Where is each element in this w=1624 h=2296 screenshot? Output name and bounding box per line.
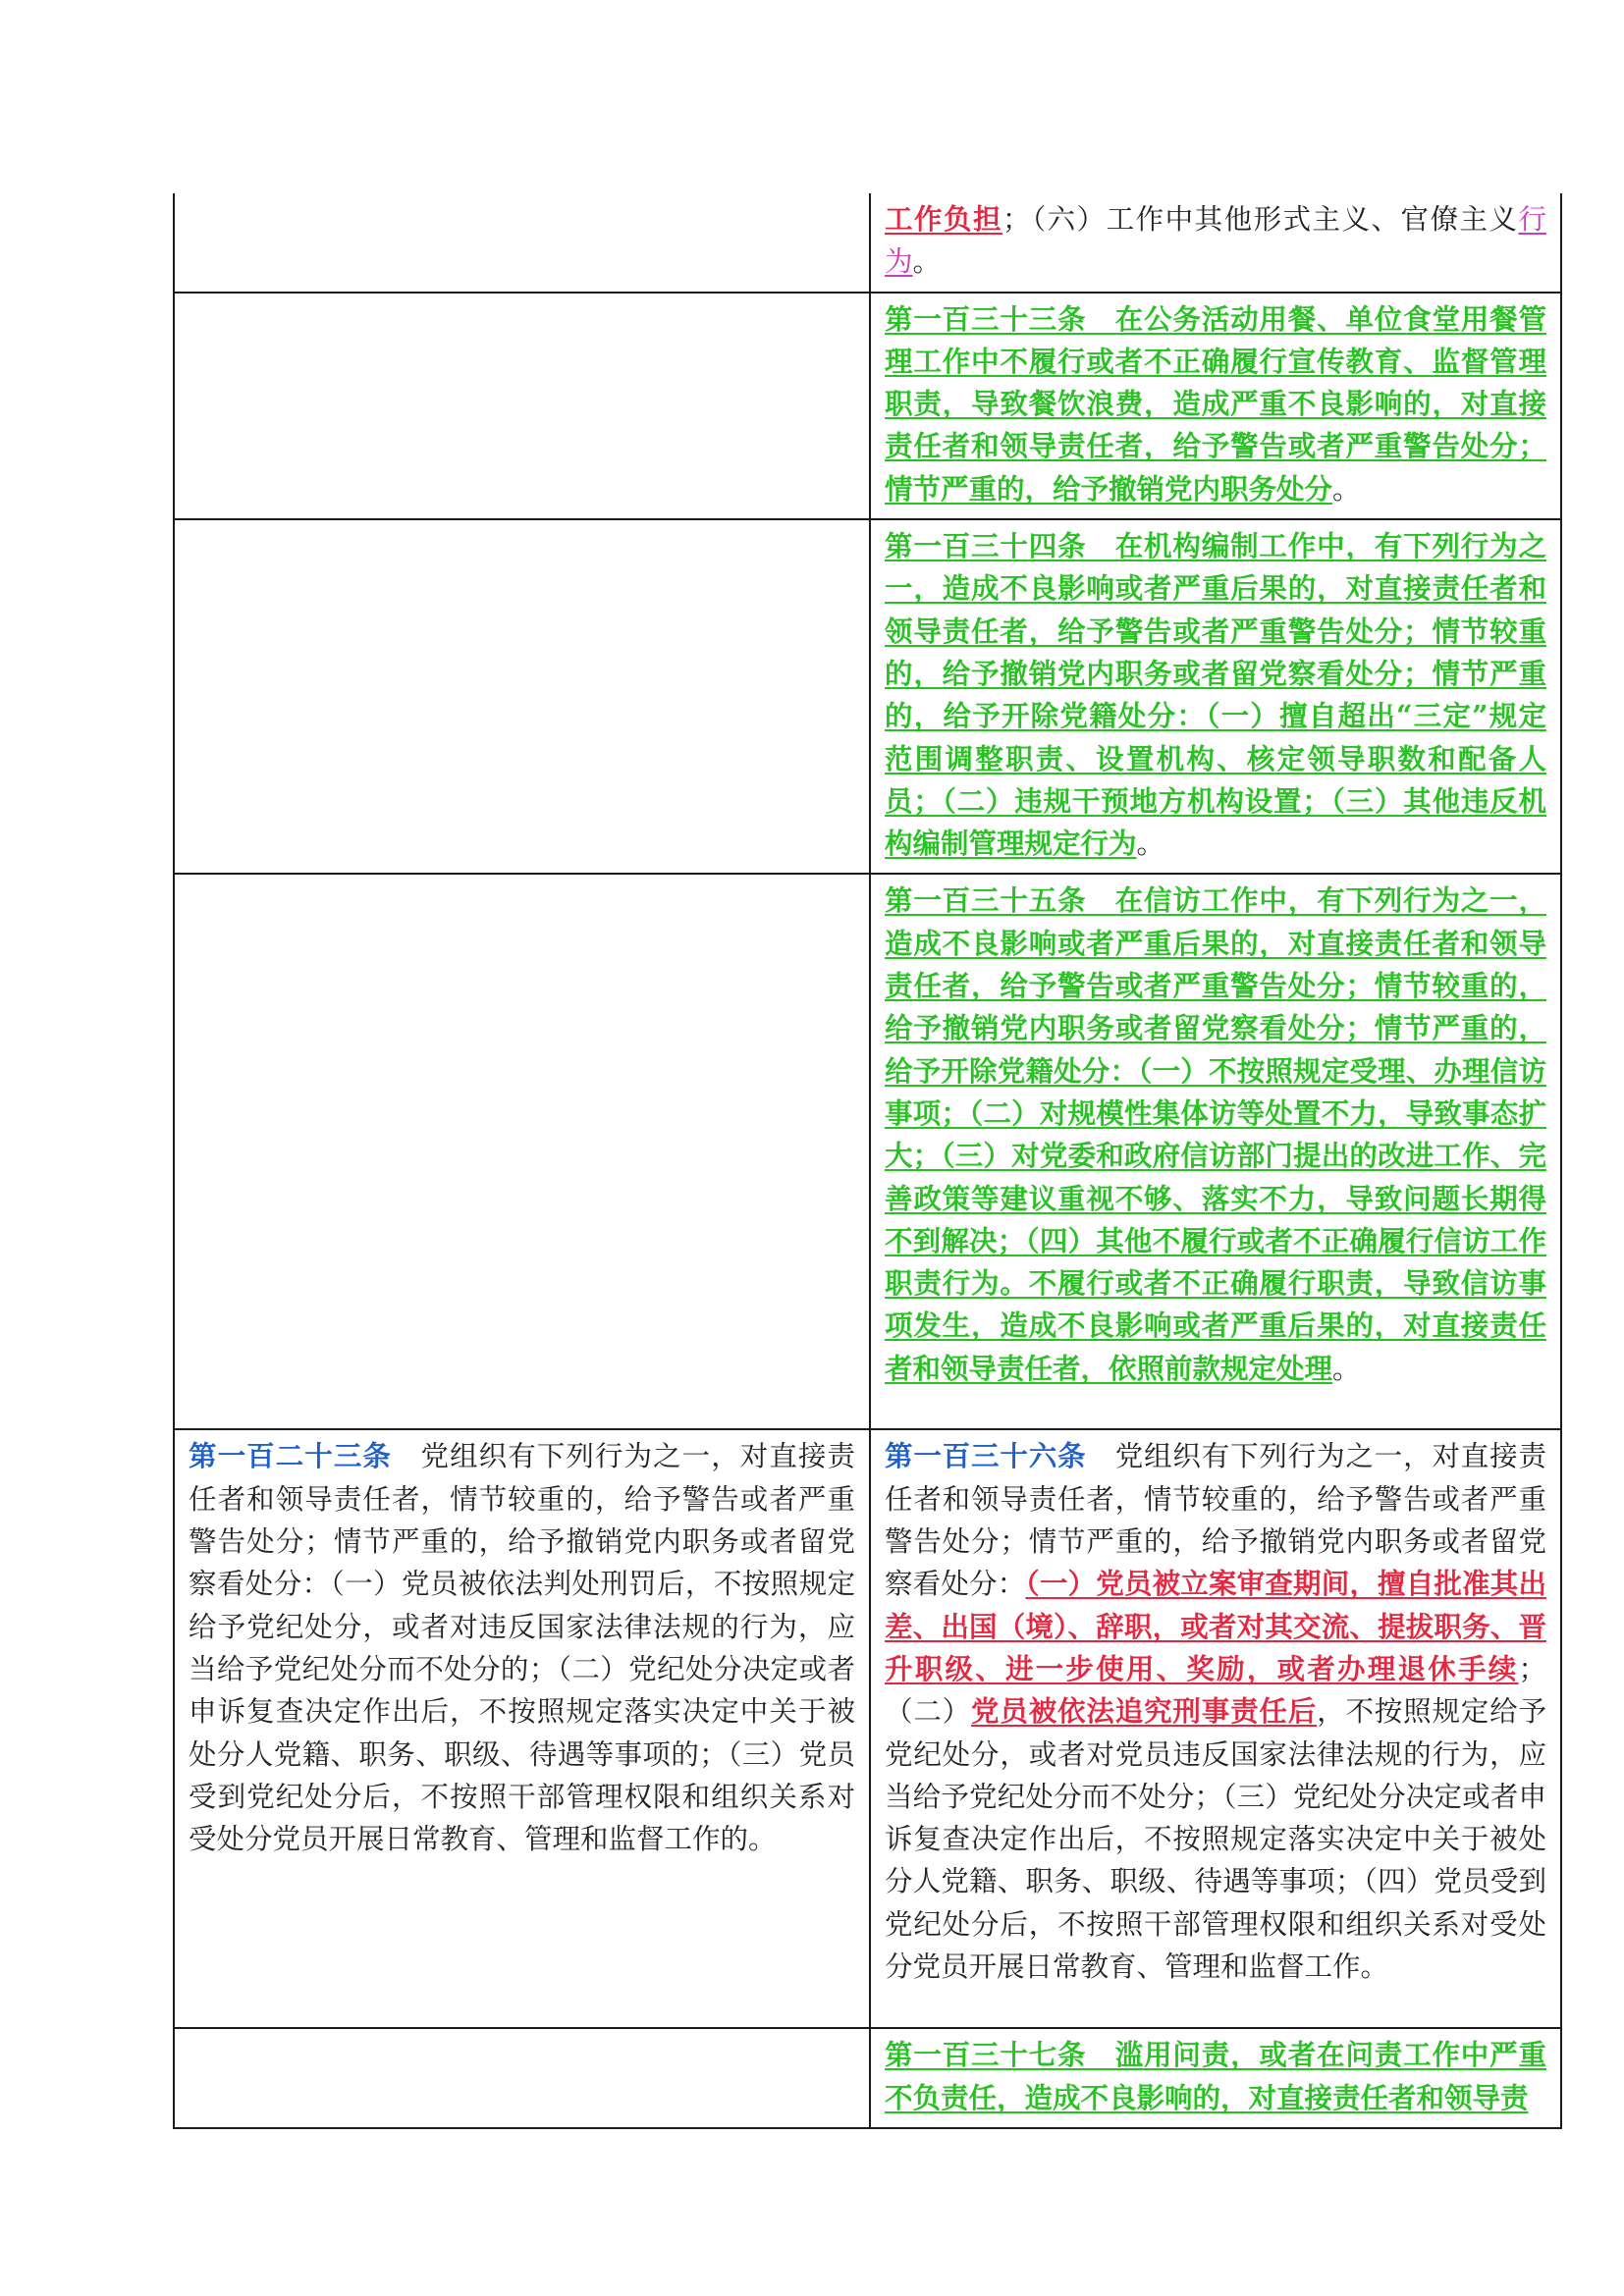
- text-run: 第一百三十四条 在机构编制工作中，有下列行为之一，造成不良影响或者严重后果的，对直接责任者和领导责任者，给予警告或者严重警告处分；情节较重的，给予撤销党内职务或者留党察看处分；情节严重的，给予开除党籍处分：（一）擅自超出“三定”规定范围调整职责、设置机构、核定领导职数和配备人员；（二）违规干预地方机构设置；（三）其他违反机构编制管理规定行为: [885, 529, 1546, 861]
- text-run: ；（六）工作中其他形式主义、官僚主义: [1001, 203, 1519, 236]
- old-text-cell: [174, 519, 870, 874]
- text-run: 。: [1332, 1352, 1361, 1385]
- old-text-cell: [174, 2028, 870, 2128]
- text-run: ；（二）: [885, 1652, 1546, 1729]
- table-row: [174, 874, 1561, 1429]
- old-text-cell: [174, 193, 870, 293]
- table-row: [174, 1429, 1561, 2028]
- text-run: 工作负担: [885, 202, 1002, 236]
- comparison-table: [173, 193, 1562, 2129]
- table-row: [174, 2028, 1561, 2128]
- table-row: [174, 293, 1561, 519]
- new-text-cell: [870, 874, 1561, 1429]
- text-run: 。: [1332, 472, 1361, 506]
- article-number: 第一百三十六条: [885, 1439, 1087, 1473]
- text-run: 第一百三十三条 在公务活动用餐、单位食堂用餐管理工作中不履行或者不正确履行宣传教育、监督管理职责，导致餐饮浪费，造成严重不良影响的，对直接责任者和领导责任者，给予警告或者严重警告处分；情节严重的，给予撤销党内职务处分: [885, 301, 1546, 506]
- text-run: 第一百三十七条 滥用问责，或者在问责工作中严重不负责任，造成不良影响的，对直接责任者和领导责: [885, 2038, 1546, 2114]
- text-run: 第一百三十五条 在信访工作中，有下列行为之一，造成不良影响或者严重后果的，对直接责任者和领导责任者，给予警告或者严重警告处分；情节较重的，给予撤销党内职务或者留党察看处分；情节严重的，给予开除党籍处分：（一）不按照规定受理、办理信访事项；（二）对规模性集体访等处置不力，导致事态扩大；（三）对党委和政府信访部门提出的改进工作、完善政策等建议重视不够、落实不力，导致问题长期得不到解决；（四）其他不履行或者不正确履行信访工作职责行为。不履行或者不正确履行职责，导致信访事项发生，造成不良影响或者严重后果的，对直接责任者和领导责任者，依照前款规定处理: [885, 883, 1546, 1385]
- text-run: 党员被依法追究刑事责任后: [971, 1694, 1318, 1729]
- new-text-cell: [870, 293, 1561, 519]
- new-text-cell: [870, 519, 1561, 874]
- new-text-cell: [870, 1429, 1561, 2028]
- table-row: [174, 519, 1561, 874]
- article-number: 第一百二十三条: [189, 1439, 392, 1473]
- text-run: 。: [1136, 828, 1165, 861]
- old-text-cell: [174, 874, 870, 1429]
- text-run: 行为: [885, 203, 1546, 279]
- table-row: [174, 193, 1561, 293]
- text-run: 。: [912, 245, 942, 279]
- text-run: 党组织有下列行为之一，对直接责任者和领导责任者，情节较重的，给予警告或者严重警告处分；情节严重的，给予撤销党内职务或者留党察看处分：: [885, 1440, 1546, 1601]
- new-text-cell: [870, 2028, 1561, 2128]
- text-run: ，不按照规定给予党纪处分，或者对党员违反国家法律法规的行为，应当给予党纪处分而不处分；（三）党纪处分决定或者申诉复查决定作出后，不按照规定落实决定中关于被处分人党籍、职务、职级、待遇等事项；（四）党员受到党纪处分后，不按照干部管理权限和组织关系对受处分党员开展日常教育、管理和监督工作。: [885, 1695, 1546, 1984]
- old-text-cell: [174, 1429, 870, 2028]
- text-run: （一）党员被立案审查期间，擅自批准其出差、出国（境）、辞职，或者对其交流、提拔职务、晋升职级、进一步使用、奖励，或者办理退休手续: [885, 1567, 1546, 1685]
- new-text-cell: [870, 193, 1561, 293]
- text-run: 党组织有下列行为之一，对直接责任者和领导责任者，情节较重的，给予警告或者严重警告处分；情节严重的，给予撤销党内职务或者留党察看处分：（一）党员被依法判处刑罚后，不按照规定给予党纪处分，或者对违反国家法律法规的行为，应当给予党纪处分而不处分的；（二）党纪处分决定或者申诉复查决定作出后，不按照规定落实决定中关于被处分人党籍、职务、职级、待遇等事项的；（三）党员受到党纪处分后，不按照干部管理权限和组织关系对受处分党员开展日常教育、管理和监督工作的。: [189, 1440, 855, 1856]
- old-text-cell: [174, 293, 870, 519]
